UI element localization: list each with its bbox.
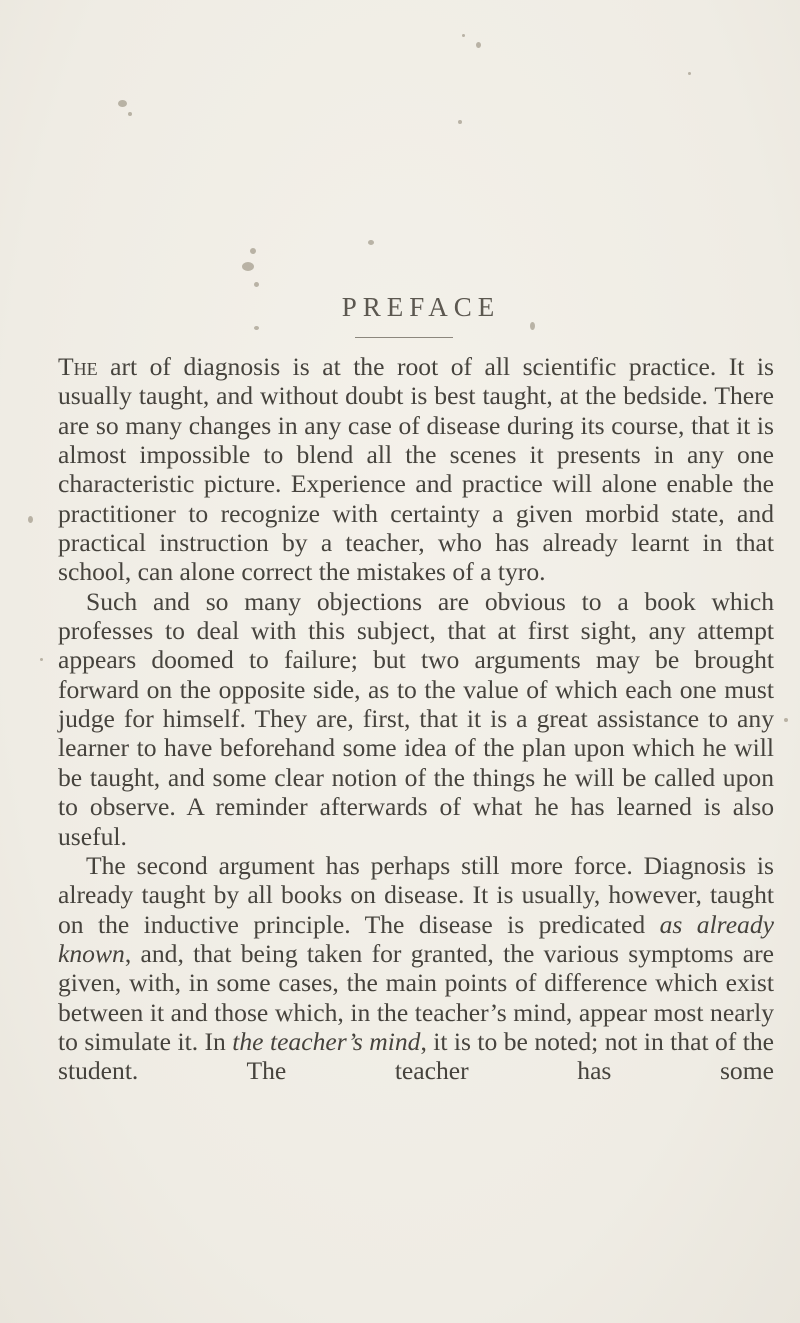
page-speck bbox=[28, 516, 33, 523]
page-speck bbox=[784, 718, 788, 722]
paragraph-3-text-before: The second argument has perhaps still more force. Diagnosis is already taught by all books on disease. It is usually, however, taught on the inductive principle. The disease is predicated bbox=[58, 850, 774, 939]
preface-body bbox=[58, 352, 774, 1086]
page-speck bbox=[688, 72, 691, 75]
page-speck bbox=[40, 658, 43, 661]
paragraph-2 bbox=[58, 587, 774, 851]
page-speck bbox=[118, 100, 127, 107]
paragraph-2-text: Such and so many objections are obvious to a book which professes to deal with this subject, that at first sight, any attempt appears doomed to failure; but two arguments may be brought forward on the opposite side, as to the value of which each one must judge for himself. They are, first, that it is a great assistance to any learner to have beforehand some idea of the plan upon which he will be taught, and some clear notion of the things he will be called upon to observe. A reminder afterwards of what he has learned is also useful. bbox=[58, 586, 774, 851]
paragraph-3-text-after: , it is to be noted; not in that of the student. The teacher has some bbox=[58, 1026, 774, 1086]
paragraph-3-italic-2: the teacher’s mind bbox=[232, 1026, 421, 1056]
paragraph-3-text-middle: , and, that being taken for granted, the various symptoms are given, with, in some cases, the main points of difference which exist between it and those which, in the teacher’s mind, appear most nearly to simulate it. In bbox=[58, 938, 774, 1056]
page-speck bbox=[368, 240, 374, 245]
page-speck bbox=[250, 248, 256, 254]
paragraph-1 bbox=[58, 352, 774, 587]
page-speck bbox=[476, 42, 481, 48]
paragraph-3 bbox=[58, 851, 774, 1086]
page-title: PREFACE bbox=[341, 292, 501, 322]
paragraph-1-lead-word: The bbox=[58, 352, 98, 381]
title-rule bbox=[355, 337, 453, 338]
paragraph-1-text: art of diagnosis is at the root of all scientific practice. It is usually taught, and without doubt is best taught, at the bedside. There are so many changes in any case of disease during its course, that it is almost impossible to blend all the scenes it presents in any one characteristic picture. Experience and practice will alone enable the practitioner to recognize with certainty a given morbid state, and practical instruction by a teacher, who has already learnt in that school, can alone correct the mistakes of a tyro. bbox=[58, 352, 774, 587]
page-speck bbox=[242, 262, 254, 271]
page-speck bbox=[254, 326, 259, 330]
page-speck bbox=[128, 112, 132, 116]
page-speck bbox=[462, 34, 465, 37]
page-speck bbox=[530, 322, 535, 330]
page-speck bbox=[254, 282, 259, 287]
paragraph-3-italic-1: as already known bbox=[58, 909, 775, 968]
page-speck bbox=[458, 120, 462, 124]
